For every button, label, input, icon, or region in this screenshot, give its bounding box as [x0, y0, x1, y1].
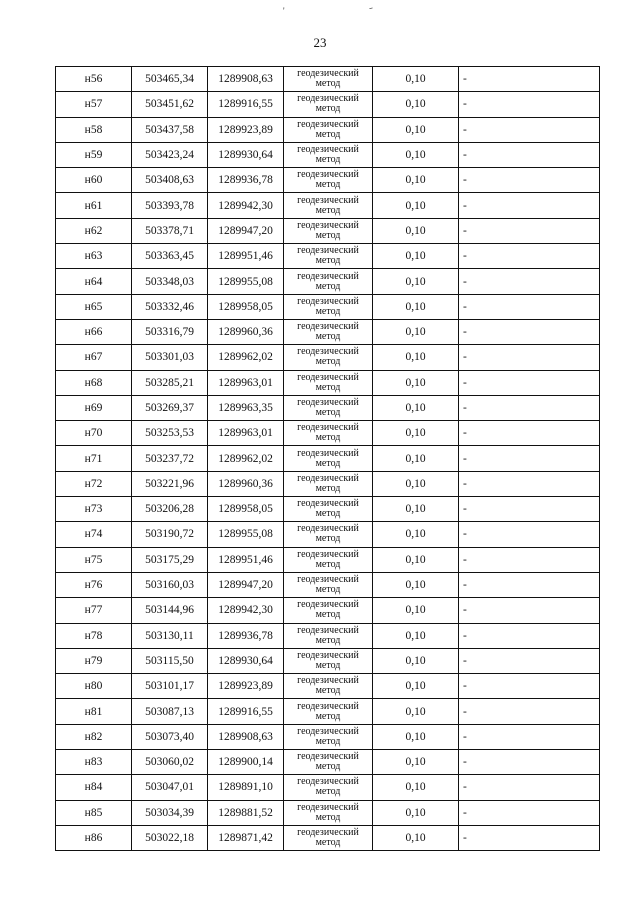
accuracy-cell: 0,10 [373, 572, 459, 597]
point-name-cell: н77 [56, 598, 132, 623]
x-coordinate-cell: 503451,62 [132, 92, 208, 117]
y-coordinate-cell: 1289916,55 [208, 699, 284, 724]
method-cell: геодезический метод [284, 92, 373, 117]
description-cell: - [459, 345, 600, 370]
description-cell: - [459, 421, 600, 446]
table-row [56, 623, 600, 648]
description-cell: - [459, 825, 600, 850]
table-row [56, 92, 600, 117]
point-name-cell: н62 [56, 218, 132, 243]
accuracy-cell: 0,10 [373, 218, 459, 243]
table-row [56, 294, 600, 319]
table-row [56, 319, 600, 344]
description-cell: - [459, 648, 600, 673]
y-coordinate-cell: 1289963,01 [208, 370, 284, 395]
method-cell: геодезический метод [284, 623, 373, 648]
accuracy-cell: 0,10 [373, 724, 459, 749]
description-cell: - [459, 67, 600, 92]
y-coordinate-cell: 1289947,20 [208, 218, 284, 243]
description-cell: - [459, 750, 600, 775]
y-coordinate-cell: 1289947,20 [208, 572, 284, 597]
x-coordinate-cell: 503363,45 [132, 244, 208, 269]
accuracy-cell: 0,10 [373, 294, 459, 319]
y-coordinate-cell: 1289958,05 [208, 497, 284, 522]
accuracy-cell: 0,10 [373, 471, 459, 496]
y-coordinate-cell: 1289963,35 [208, 395, 284, 420]
point-name-cell: н80 [56, 674, 132, 699]
method-cell: геодезический метод [284, 800, 373, 825]
table-row [56, 750, 600, 775]
y-coordinate-cell: 1289942,30 [208, 193, 284, 218]
point-name-cell: н78 [56, 623, 132, 648]
point-name-cell: н64 [56, 269, 132, 294]
method-cell: геодезический метод [284, 699, 373, 724]
description-cell: - [459, 497, 600, 522]
accuracy-cell: 0,10 [373, 775, 459, 800]
method-cell: геодезический метод [284, 724, 373, 749]
x-coordinate-cell: 503348,03 [132, 269, 208, 294]
accuracy-cell: 0,10 [373, 623, 459, 648]
accuracy-cell: 0,10 [373, 168, 459, 193]
description-cell: - [459, 193, 600, 218]
description-cell: - [459, 598, 600, 623]
point-name-cell: н84 [56, 775, 132, 800]
x-coordinate-cell: 503190,72 [132, 522, 208, 547]
method-cell: геодезический метод [284, 775, 373, 800]
method-cell: геодезический метод [284, 244, 373, 269]
table-row [56, 244, 600, 269]
table-row [56, 699, 600, 724]
point-name-cell: н65 [56, 294, 132, 319]
description-cell: - [459, 142, 600, 167]
table-row [56, 775, 600, 800]
table-row [56, 395, 600, 420]
accuracy-cell: 0,10 [373, 522, 459, 547]
method-cell: геодезический метод [284, 294, 373, 319]
accuracy-cell: 0,10 [373, 92, 459, 117]
point-name-cell: н59 [56, 142, 132, 167]
point-name-cell: н81 [56, 699, 132, 724]
method-cell: геодезический метод [284, 117, 373, 142]
accuracy-cell: 0,10 [373, 117, 459, 142]
point-name-cell: н70 [56, 421, 132, 446]
description-cell: - [459, 92, 600, 117]
accuracy-cell: 0,10 [373, 67, 459, 92]
table-row [56, 67, 600, 92]
accuracy-cell: 0,10 [373, 345, 459, 370]
description-cell: - [459, 800, 600, 825]
description-cell: - [459, 244, 600, 269]
x-coordinate-cell: 503060,02 [132, 750, 208, 775]
accuracy-cell: 0,10 [373, 319, 459, 344]
y-coordinate-cell: 1289936,78 [208, 623, 284, 648]
accuracy-cell: 0,10 [373, 598, 459, 623]
table-row [56, 446, 600, 471]
y-coordinate-cell: 1289923,89 [208, 674, 284, 699]
y-coordinate-cell: 1289930,64 [208, 142, 284, 167]
method-cell: геодезический метод [284, 572, 373, 597]
x-coordinate-cell: 503301,03 [132, 345, 208, 370]
method-cell: геодезический метод [284, 497, 373, 522]
point-name-cell: н74 [56, 522, 132, 547]
y-coordinate-cell: 1289955,08 [208, 522, 284, 547]
y-coordinate-cell: 1289942,30 [208, 598, 284, 623]
table-row [56, 117, 600, 142]
x-coordinate-cell: 503022,18 [132, 825, 208, 850]
description-cell: - [459, 168, 600, 193]
table-row [56, 674, 600, 699]
description-cell: - [459, 724, 600, 749]
x-coordinate-cell: 503423,24 [132, 142, 208, 167]
y-coordinate-cell: 1289908,63 [208, 724, 284, 749]
y-coordinate-cell: 1289960,36 [208, 319, 284, 344]
x-coordinate-cell: 503316,79 [132, 319, 208, 344]
point-name-cell: н66 [56, 319, 132, 344]
point-name-cell: н82 [56, 724, 132, 749]
method-cell: геодезический метод [284, 345, 373, 370]
accuracy-cell: 0,10 [373, 699, 459, 724]
x-coordinate-cell: 503437,58 [132, 117, 208, 142]
accuracy-cell: 0,10 [373, 395, 459, 420]
y-coordinate-cell: 1289963,01 [208, 421, 284, 446]
x-coordinate-cell: 503101,17 [132, 674, 208, 699]
accuracy-cell: 0,10 [373, 825, 459, 850]
method-cell: геодезический метод [284, 269, 373, 294]
table-row [56, 370, 600, 395]
description-cell: - [459, 699, 600, 724]
accuracy-cell: 0,10 [373, 547, 459, 572]
description-cell: - [459, 446, 600, 471]
scan-mark-left: ' [283, 6, 285, 16]
method-cell: геодезический метод [284, 67, 373, 92]
point-name-cell: н73 [56, 497, 132, 522]
table-row [56, 142, 600, 167]
x-coordinate-cell: 503393,78 [132, 193, 208, 218]
page-number: 23 [313, 35, 327, 50]
description-cell: - [459, 218, 600, 243]
point-name-cell: н72 [56, 471, 132, 496]
table-row [56, 648, 600, 673]
x-coordinate-cell: 503285,21 [132, 370, 208, 395]
description-cell: - [459, 572, 600, 597]
point-name-cell: н86 [56, 825, 132, 850]
accuracy-cell: 0,10 [373, 497, 459, 522]
x-coordinate-cell: 503221,96 [132, 471, 208, 496]
method-cell: геодезический метод [284, 395, 373, 420]
y-coordinate-cell: 1289951,46 [208, 244, 284, 269]
description-cell: - [459, 294, 600, 319]
point-name-cell: н57 [56, 92, 132, 117]
table-row [56, 168, 600, 193]
table-row [56, 547, 600, 572]
table-row [56, 421, 600, 446]
point-name-cell: н58 [56, 117, 132, 142]
y-coordinate-cell: 1289923,89 [208, 117, 284, 142]
method-cell: геодезический метод [284, 319, 373, 344]
table-row [56, 345, 600, 370]
x-coordinate-cell: 503175,29 [132, 547, 208, 572]
y-coordinate-cell: 1289900,14 [208, 750, 284, 775]
x-coordinate-cell: 503465,34 [132, 67, 208, 92]
y-coordinate-cell: 1289930,64 [208, 648, 284, 673]
x-coordinate-cell: 503144,96 [132, 598, 208, 623]
x-coordinate-cell: 503378,71 [132, 218, 208, 243]
table-row [56, 269, 600, 294]
table-row [56, 724, 600, 749]
table-row [56, 471, 600, 496]
y-coordinate-cell: 1289881,52 [208, 800, 284, 825]
accuracy-cell: 0,10 [373, 193, 459, 218]
y-coordinate-cell: 1289962,02 [208, 345, 284, 370]
description-cell: - [459, 471, 600, 496]
description-cell: - [459, 269, 600, 294]
table-row [56, 193, 600, 218]
point-name-cell: н56 [56, 67, 132, 92]
method-cell: геодезический метод [284, 370, 373, 395]
x-coordinate-cell: 503332,46 [132, 294, 208, 319]
table-row [56, 598, 600, 623]
accuracy-cell: 0,10 [373, 750, 459, 775]
x-coordinate-cell: 503206,28 [132, 497, 208, 522]
x-coordinate-cell: 503034,39 [132, 800, 208, 825]
accuracy-cell: 0,10 [373, 370, 459, 395]
method-cell: геодезический метод [284, 142, 373, 167]
x-coordinate-cell: 503269,37 [132, 395, 208, 420]
description-cell: - [459, 775, 600, 800]
accuracy-cell: 0,10 [373, 674, 459, 699]
coordinates-table [55, 66, 600, 851]
description-cell: - [459, 674, 600, 699]
x-coordinate-cell: 503160,03 [132, 572, 208, 597]
accuracy-cell: 0,10 [373, 421, 459, 446]
method-cell: геодезический метод [284, 471, 373, 496]
accuracy-cell: 0,10 [373, 142, 459, 167]
x-coordinate-cell: 503253,53 [132, 421, 208, 446]
y-coordinate-cell: 1289908,63 [208, 67, 284, 92]
method-cell: геодезический метод [284, 825, 373, 850]
method-cell: геодезический метод [284, 598, 373, 623]
description-cell: - [459, 547, 600, 572]
accuracy-cell: 0,10 [373, 800, 459, 825]
x-coordinate-cell: 503087,13 [132, 699, 208, 724]
point-name-cell: н83 [56, 750, 132, 775]
method-cell: геодезический метод [284, 648, 373, 673]
coordinates-table-body [56, 67, 600, 851]
point-name-cell: н75 [56, 547, 132, 572]
table-row [56, 522, 600, 547]
y-coordinate-cell: 1289916,55 [208, 92, 284, 117]
point-name-cell: н85 [56, 800, 132, 825]
x-coordinate-cell: 503237,72 [132, 446, 208, 471]
point-name-cell: н71 [56, 446, 132, 471]
method-cell: геодезический метод [284, 674, 373, 699]
x-coordinate-cell: 503408,63 [132, 168, 208, 193]
method-cell: геодезический метод [284, 522, 373, 547]
point-name-cell: н76 [56, 572, 132, 597]
description-cell: - [459, 319, 600, 344]
x-coordinate-cell: 503073,40 [132, 724, 208, 749]
method-cell: геодезический метод [284, 193, 373, 218]
y-coordinate-cell: 1289936,78 [208, 168, 284, 193]
description-cell: - [459, 623, 600, 648]
point-name-cell: н63 [56, 244, 132, 269]
method-cell: геодезический метод [284, 421, 373, 446]
table-row [56, 497, 600, 522]
y-coordinate-cell: 1289871,42 [208, 825, 284, 850]
y-coordinate-cell: 1289891,10 [208, 775, 284, 800]
accuracy-cell: 0,10 [373, 446, 459, 471]
point-name-cell: н79 [56, 648, 132, 673]
table-row [56, 825, 600, 850]
accuracy-cell: 0,10 [373, 244, 459, 269]
y-coordinate-cell: 1289958,05 [208, 294, 284, 319]
point-name-cell: н68 [56, 370, 132, 395]
y-coordinate-cell: 1289962,02 [208, 446, 284, 471]
description-cell: - [459, 370, 600, 395]
x-coordinate-cell: 503130,11 [132, 623, 208, 648]
accuracy-cell: 0,10 [373, 269, 459, 294]
y-coordinate-cell: 1289951,46 [208, 547, 284, 572]
description-cell: - [459, 522, 600, 547]
point-name-cell: н69 [56, 395, 132, 420]
table-row [56, 572, 600, 597]
x-coordinate-cell: 503047,01 [132, 775, 208, 800]
table-row [56, 218, 600, 243]
description-cell: - [459, 395, 600, 420]
description-cell: - [459, 117, 600, 142]
y-coordinate-cell: 1289960,36 [208, 471, 284, 496]
method-cell: геодезический метод [284, 446, 373, 471]
point-name-cell: н61 [56, 193, 132, 218]
y-coordinate-cell: 1289955,08 [208, 269, 284, 294]
method-cell: геодезический метод [284, 168, 373, 193]
method-cell: геодезический метод [284, 547, 373, 572]
accuracy-cell: 0,10 [373, 648, 459, 673]
x-coordinate-cell: 503115,50 [132, 648, 208, 673]
method-cell: геодезический метод [284, 218, 373, 243]
method-cell: геодезический метод [284, 750, 373, 775]
table-row [56, 800, 600, 825]
point-name-cell: н67 [56, 345, 132, 370]
point-name-cell: н60 [56, 168, 132, 193]
